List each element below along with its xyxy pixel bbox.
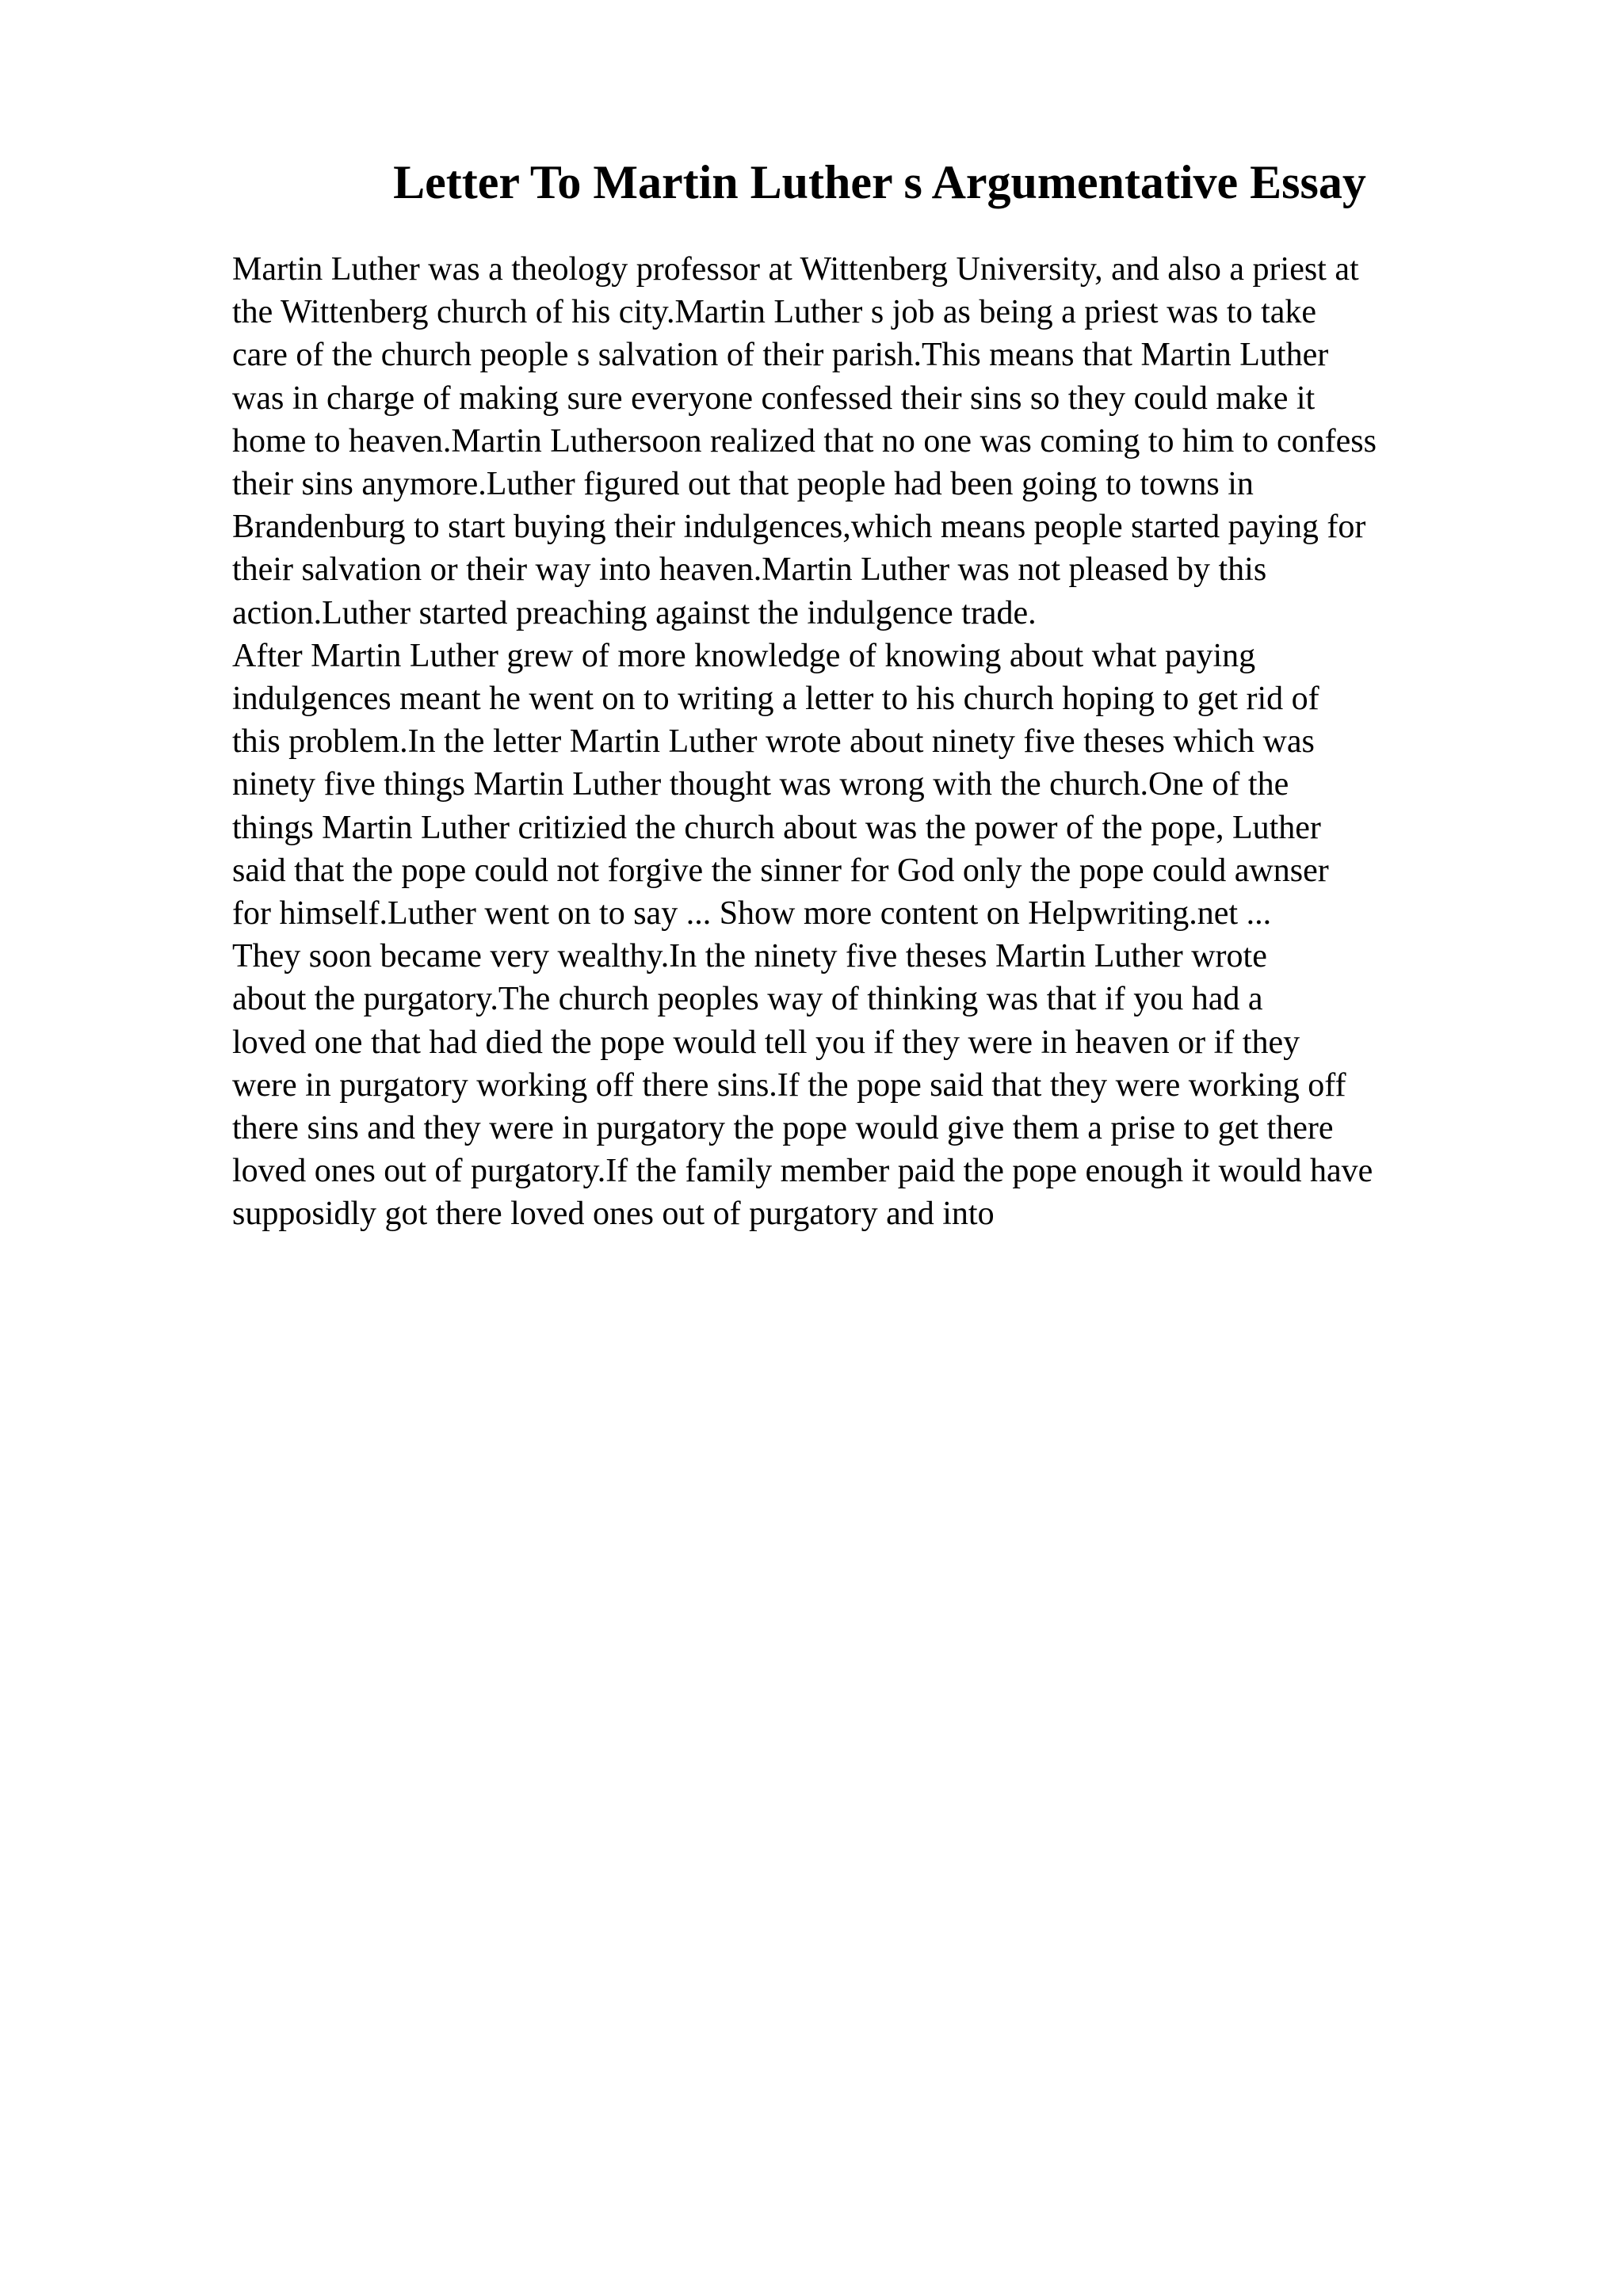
- text-line: said that the pope could not forgive the sinner for God only the pope could awnser: [232, 852, 1329, 889]
- text-line: supposidly got there loved ones out of purgatory and into: [232, 1196, 995, 1233]
- text-line: ninety five things Martin Luther thought was wrong with the church.One of the: [232, 766, 1289, 803]
- text-line: home to heaven.Martin Luthersoon realized that no one was coming to him to confess: [232, 422, 1377, 460]
- text-line: Martin Luther was a theology professor at Wittenberg University, and also a priest at: [232, 251, 1359, 288]
- text-line: were in purgatory working off there sins.If the pope said that they were working off: [232, 1066, 1346, 1104]
- text-line: things Martin Luther critizied the church about was the power of the pope, Luther: [232, 809, 1321, 846]
- text-line: for himself.Luther went on to say ... Show more content on Helpwriting.net ...: [232, 895, 1272, 933]
- text-line: action.Luther started preaching against the indulgence trade.: [232, 594, 1037, 631]
- essay-body: [232, 248, 1595, 1236]
- text-line: They soon became very wealthy.In the ninety five theses Martin Luther wrote: [232, 938, 1267, 975]
- text-line: there sins and they were in purgatory the pope would give them a prise to get there: [232, 1110, 1334, 1147]
- text-line: loved one that had died the pope would tell you if they were in heaven or if they: [232, 1024, 1300, 1061]
- text-line: After Martin Luther grew of more knowledge of knowing about what paying: [232, 637, 1256, 674]
- text-line: their sins anymore.Luther figured out that people had been going to towns in: [232, 466, 1254, 503]
- text-line: about the purgatory.The church peoples way of thinking was that if you had a: [232, 981, 1263, 1018]
- text-line: care of the church people s salvation of their parish.This means that Martin Luther: [232, 337, 1329, 374]
- text-line: their salvation or their way into heaven.Martin Luther was not pleased by this: [232, 551, 1267, 589]
- text-line: was in charge of making sure everyone confessed their sins so they could make it: [232, 379, 1316, 417]
- text-line: the Wittenberg church of his city.Martin Luther s job as being a priest was to take: [232, 294, 1317, 331]
- text-line: indulgences meant he went on to writing a letter to his church hoping to get rid of: [232, 681, 1319, 718]
- text-line: this problem.In the letter Martin Luther wrote about ninety five theses which was: [232, 723, 1315, 761]
- text-line: loved ones out of purgatory.If the family member paid the pope enough it would have: [232, 1153, 1373, 1190]
- page-title: Letter To Martin Luther s Argumentative Essay: [393, 156, 1366, 208]
- text-line: Brandenburg to start buying their indulgences,which means people started paying for: [232, 509, 1366, 546]
